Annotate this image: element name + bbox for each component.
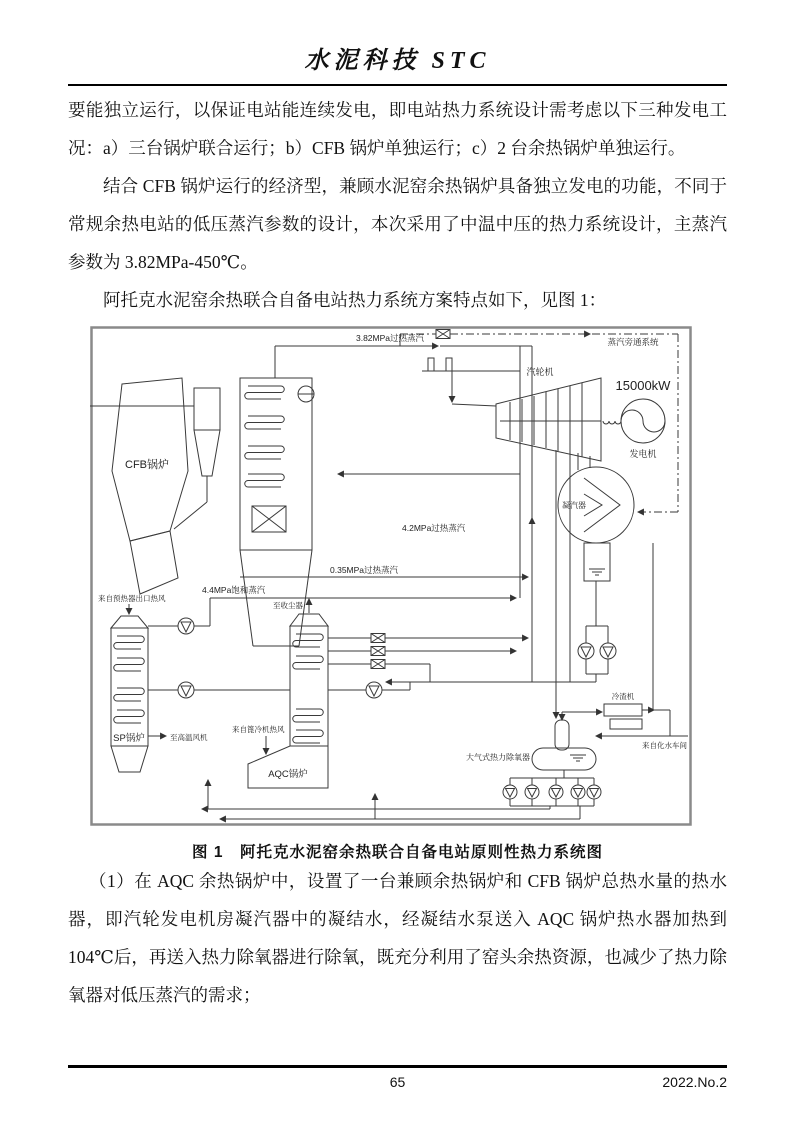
figure-1 [90, 326, 727, 831]
label-slag-cooler: 冷渣机 [611, 692, 635, 701]
label-generator-power: 15000kW [615, 378, 671, 393]
condenser-shape [558, 453, 634, 581]
paragraph-2: 结合 CFB 锅炉运行的经济型，兼顾水泥窑余热锅炉具备独立发电的功能，不同于常规余热电站的低压蒸汽参数的设计，本次采用了中温中压的热力系统设计，主蒸汽参数为 3.82MPa-450℃。 [68, 176, 727, 272]
aqc-boiler-shape [248, 599, 328, 788]
valve-icon [371, 647, 385, 656]
valve-icon [371, 660, 385, 669]
condensate-pumps [578, 581, 616, 682]
pump-icon [178, 682, 194, 698]
label-steam-0-35: 0.35MPa过热蒸汽 [330, 565, 399, 575]
page-content [68, 0, 727, 1014]
label-cfb-boiler: CFB锅炉 [125, 459, 169, 471]
paragraph-1: 要能独立运行，以保证电站能连续发电，即电站热力系统设计需考虑以下三种发电工况：a）三台锅炉联合运行；b）CFB 锅炉单独运行；c）2 台余热锅炉单独运行。 [68, 100, 727, 158]
pump-icon [578, 643, 594, 659]
feed-pump-icon [503, 785, 517, 799]
header-rule [68, 84, 727, 86]
thermal-system-diagram [90, 326, 692, 826]
turbine-shape [496, 378, 601, 461]
pump-icon [600, 643, 616, 659]
label-bypass-system: 蒸汽旁通系统 [607, 337, 659, 347]
label-generator: 发电机 [629, 449, 657, 459]
sp-boiler-shape [111, 604, 166, 772]
feed-pump-icon [571, 785, 585, 799]
label-turbine: 汽轮机 [526, 367, 554, 377]
generator-shape [621, 399, 665, 443]
label-condenser: 凝汽器 [562, 501, 586, 510]
aqc-heater-taps [328, 634, 528, 699]
label-deaerator: 大气式热力除氧器 [466, 753, 530, 762]
label-aqc-boiler: AQC锅炉 [268, 769, 308, 780]
journal-title: 水泥科技 STC [304, 48, 491, 74]
valve-icon [371, 634, 385, 643]
label-sp-boiler: SP锅炉 [113, 733, 145, 744]
page-number: 65 [389, 1074, 406, 1090]
cfb-boiler-shape [90, 378, 220, 594]
label-to-dust-collector: 至收尘器 [273, 601, 303, 610]
bypass-line [400, 334, 678, 512]
pump-icon [366, 682, 382, 698]
label-air-from-preheater: 来自预热器出口热风 [98, 594, 166, 603]
label-main-steam: 3.82MPa过热蒸汽 [355, 333, 425, 343]
bypass-valve-icon [436, 330, 450, 339]
steam-drum-icon [298, 386, 314, 402]
label-air-from-cooler: 来自篦冷机热风 [232, 725, 285, 734]
figure-caption: 图 1 阿托克水泥窑余热联合自备电站原则性热力系统图 [192, 844, 603, 861]
shaft-coupling-icon [603, 421, 621, 424]
pump-icon [178, 618, 194, 634]
slag-cooler-shape [562, 543, 688, 736]
label-to-high-temp-fan: 至高温风机 [170, 733, 208, 742]
paragraph-3: 阿托克水泥窑余热联合自备电站热力系统方案特点如下，见图 1： [103, 290, 607, 310]
footer-rule [68, 1065, 727, 1068]
label-from-water-plant: 来自化水车间 [642, 741, 687, 750]
paragraph-4: （1）在 AQC 余热锅炉中，设置了一台兼顾余热锅炉和 CFB 锅炉总热水量的热水器，即汽轮发电机房凝汽器中的凝结水，经凝结水泵送入 AQC 锅炉热水器加热到 104℃后，再送入热力除氧器进行除氧，既充分利用了窑头余热资源，也减少了热力除氧器对低压蒸汽的需求； [68, 871, 727, 1005]
deaerator-shape [503, 720, 601, 806]
page-footer [68, 1065, 727, 1094]
feed-pump-icon [549, 785, 563, 799]
diagram-labels [98, 333, 687, 780]
label-steam-4-4: 4.4MPa饱和蒸汽 [202, 585, 266, 595]
feedwater-lines [202, 780, 580, 819]
sp-circ-pumps [148, 598, 290, 698]
label-steam-4-2: 4.2MPa过热蒸汽 [402, 523, 466, 533]
feed-pump-icon [525, 785, 539, 799]
feed-pump-icon [587, 785, 601, 799]
issue-label: 2022.No.2 [662, 1074, 727, 1090]
air-preheater-icon [252, 506, 286, 532]
